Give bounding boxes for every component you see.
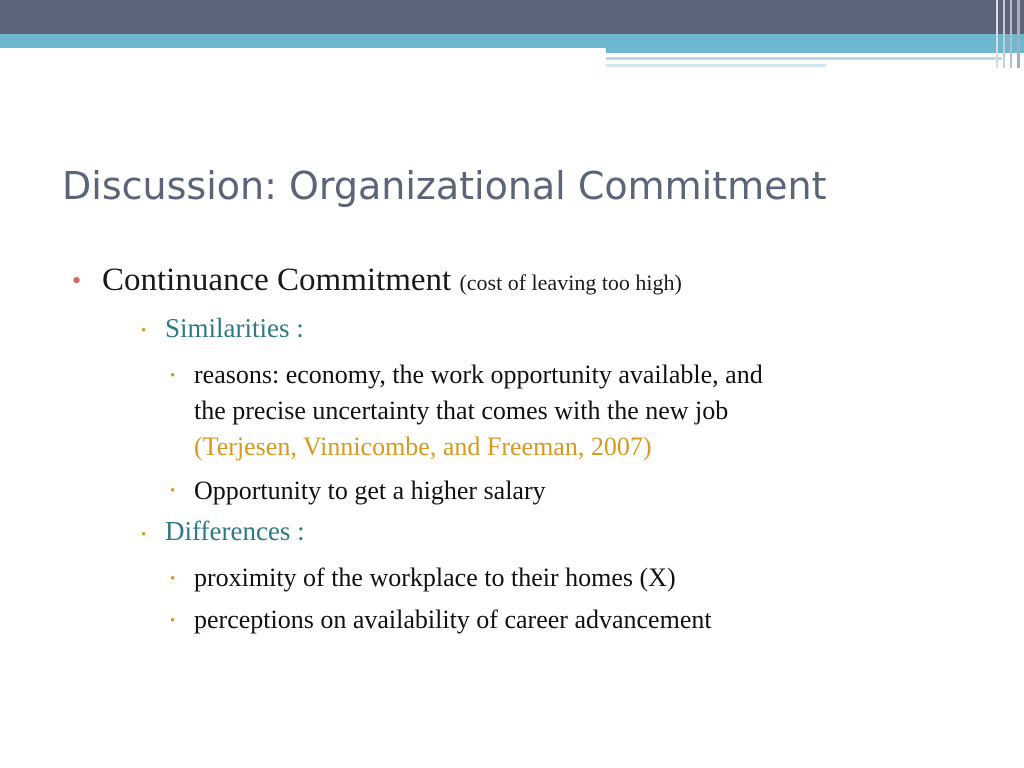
list-item: Opportunity to get a higher salary: [194, 476, 546, 505]
header-stripe: [606, 57, 1002, 60]
header-dark-band: [0, 0, 1024, 34]
bullet-dot-icon: •: [141, 323, 147, 339]
header-teal-band: [0, 34, 1024, 48]
bullet-dot-icon: •: [170, 368, 176, 384]
header-edge-line: [1017, 0, 1020, 68]
header-edge-line: [1010, 0, 1012, 68]
header-edge-line: [1003, 0, 1005, 68]
list-item: proximity of the workplace to their homes (X): [194, 563, 676, 592]
list-item: [194, 357, 763, 465]
bullet-similarities: Similarities :: [165, 313, 304, 343]
header-stripe: [606, 64, 826, 67]
citation: (Terjesen, Vinnicombe, and Freeman, 2007): [194, 432, 652, 461]
header-edge-line: [996, 0, 998, 68]
bullet-dot-icon: •: [170, 613, 176, 629]
bullet-dot-icon: •: [72, 266, 82, 295]
slide-title: Discussion: Organizational Commitment: [62, 164, 827, 208]
list-item-line: reasons: economy, the work opportunity available, and: [194, 360, 763, 389]
bullet-label: Continuance Commitment: [102, 262, 452, 298]
header-stripe: [606, 48, 1024, 53]
bullet-dot-icon: •: [170, 483, 176, 499]
bullet-differences: Differences :: [165, 516, 305, 546]
list-item: perceptions on availability of career advancement: [194, 605, 712, 634]
bullet-continuance-commitment: [102, 262, 682, 299]
bullet-note: (cost of leaving too high): [459, 270, 682, 295]
bullet-dot-icon: •: [141, 527, 147, 543]
bullet-dot-icon: •: [170, 571, 176, 587]
list-item-line: the precise uncertainty that comes with the new job: [194, 396, 729, 425]
